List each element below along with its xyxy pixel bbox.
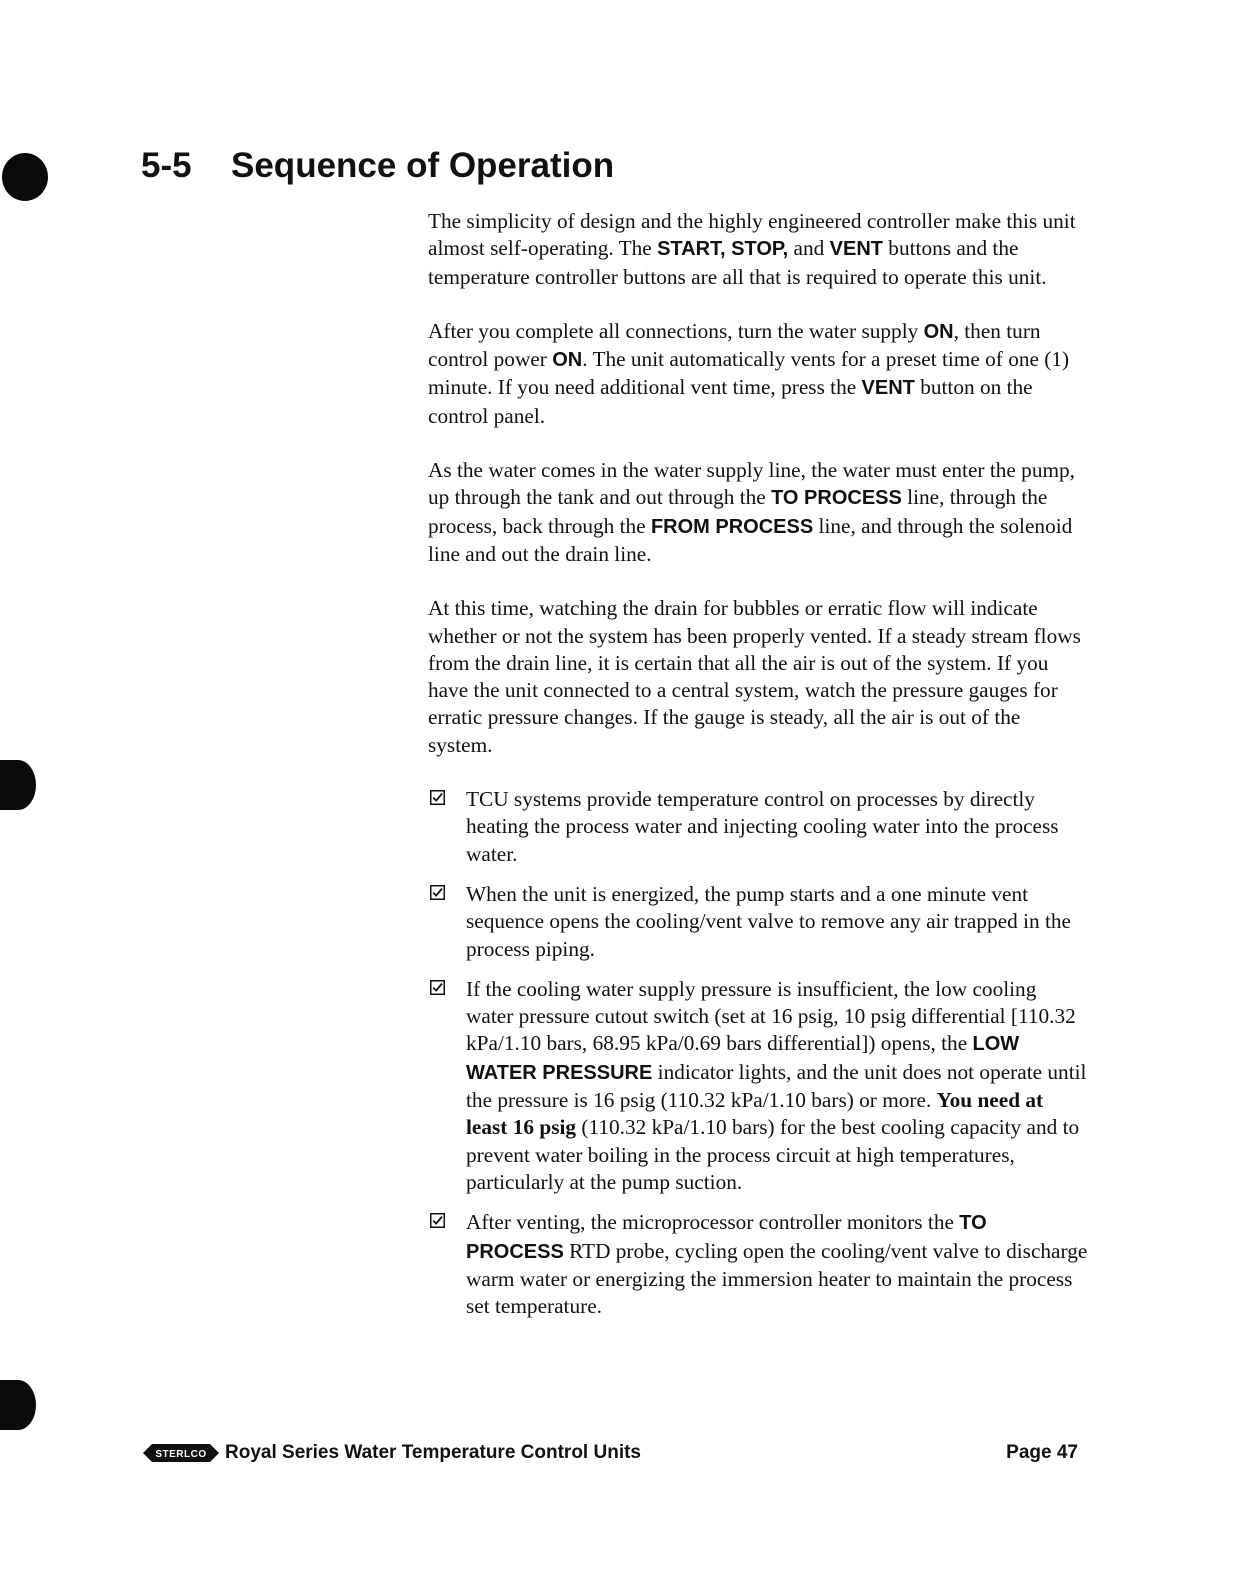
paragraph-startup: [428, 318, 1088, 430]
emphasis-text: TO PROCESS: [771, 487, 902, 510]
checklist-item: [428, 1209, 1088, 1320]
section-title: Sequence of Operation: [231, 146, 615, 185]
paragraph-text: After you complete all connections, turn the water supply: [428, 318, 924, 343]
emphasis-text: VENT: [829, 238, 883, 261]
section-body: [428, 208, 1088, 1333]
paragraph-water-flow: [428, 457, 1088, 568]
checklist-item-text: (110.32 kPa/1.10 bars) for the best cooling capacity and to prevent water boiling in the process circuit at high temperatures, particularly at the pump suction.: [466, 1115, 1080, 1194]
paragraph-intro: [428, 208, 1088, 291]
checklist: [428, 786, 1088, 1320]
paragraph-text: The simplicity of design and the highly engineered controller make this unit almost self-operating. The: [428, 209, 1076, 261]
paragraph-text: buttons and the temperature controller buttons are all that is required to operate this unit.: [428, 236, 1047, 289]
checklist-item: [428, 881, 1088, 963]
checklist-item-text: After venting, the microprocessor controller monitors the: [466, 1210, 960, 1235]
page-number: Page 47: [1006, 1442, 1078, 1463]
checklist-item-text: RTD probe, cycling open the cooling/vent valve to discharge warm water or energizing the immersion heater to maintain the process set temperature.: [466, 1238, 1088, 1319]
checklist-item-text: indicator lights, and the unit does not operate until the pressure is 16 psig (110.32 kPa/1.10 bars) or more.: [466, 1059, 1087, 1113]
section-heading: [141, 146, 614, 186]
checklist-item-text: If the cooling water supply pressure is insufficient, the low cooling water pressure cutout switch (set at 16 psig, 10 psig differential [110.32 kPa/1.10 bars, 68.95 kPa/0.69 bars differential]) opens, the: [466, 976, 1076, 1056]
footer-title: Royal Series Water Temperature Control Units: [225, 1442, 641, 1463]
paragraph-text: line, and through the solenoid line and out the drain line.: [428, 513, 1073, 566]
section-number: 5-5: [141, 146, 192, 185]
paragraph-text: At this time, watching the drain for bubbles or erratic flow will indicate whether or not the system has been properly vented. If a steady stream flows from the drain line, it is certain that all the air is out of the system. If you have the unit connected to a central system, watch the pressure gauges for erratic pressure changes. If the gauge is steady, all the air is out of the system.: [428, 596, 1081, 757]
paragraph-text: As the water comes in the water supply line, the water must enter the pump, up through the tank and out through the: [428, 458, 1076, 510]
emphasis-text: VENT: [861, 377, 915, 400]
binder-hole-middle: [0, 760, 36, 810]
paragraph-text: line, through the process, back through the: [428, 485, 1048, 538]
emphasis-text: TO PROCESS: [466, 1212, 987, 1263]
checklist-item-text: TCU systems provide temperature control on processes by directly heating the process water and injecting cooling water into the process water.: [466, 787, 1059, 866]
checklist-item: [428, 976, 1088, 1196]
emphasis-text: You need at least 16 psig: [466, 1088, 1044, 1140]
checked-box-icon: [430, 790, 445, 805]
sterlco-logo: [143, 1442, 219, 1464]
checked-box-icon: [430, 980, 445, 995]
paragraph-text: . The unit automatically vents for a preset time of one (1) minute. If you need additional vent time, press the: [428, 347, 1070, 400]
emphasis-text: FROM PROCESS: [650, 515, 814, 538]
checked-box-icon: [430, 885, 445, 900]
paragraph-text: button on the control panel.: [428, 375, 1033, 428]
emphasis-text: LOW WATER PRESSURE: [466, 1033, 1020, 1084]
binder-hole-top: [2, 153, 48, 201]
paragraph-text: , then turn control power: [428, 318, 1041, 372]
emphasis-text: ON: [923, 320, 954, 343]
paragraph-venting-check: [428, 595, 1088, 759]
binder-hole-bottom: [0, 1380, 36, 1430]
checklist-item: [428, 786, 1088, 868]
page-footer: [143, 1440, 1078, 1466]
paragraph-text: and: [788, 236, 830, 261]
emphasis-text: START, STOP,: [657, 238, 789, 261]
emphasis-text: ON: [552, 349, 583, 372]
logo-text: STERLCO: [155, 1449, 207, 1460]
checked-box-icon: [430, 1213, 445, 1228]
checklist-item-text: When the unit is energized, the pump starts and a one minute vent sequence opens the cooling/vent valve to remove any air trapped in the process piping.: [466, 881, 1071, 961]
